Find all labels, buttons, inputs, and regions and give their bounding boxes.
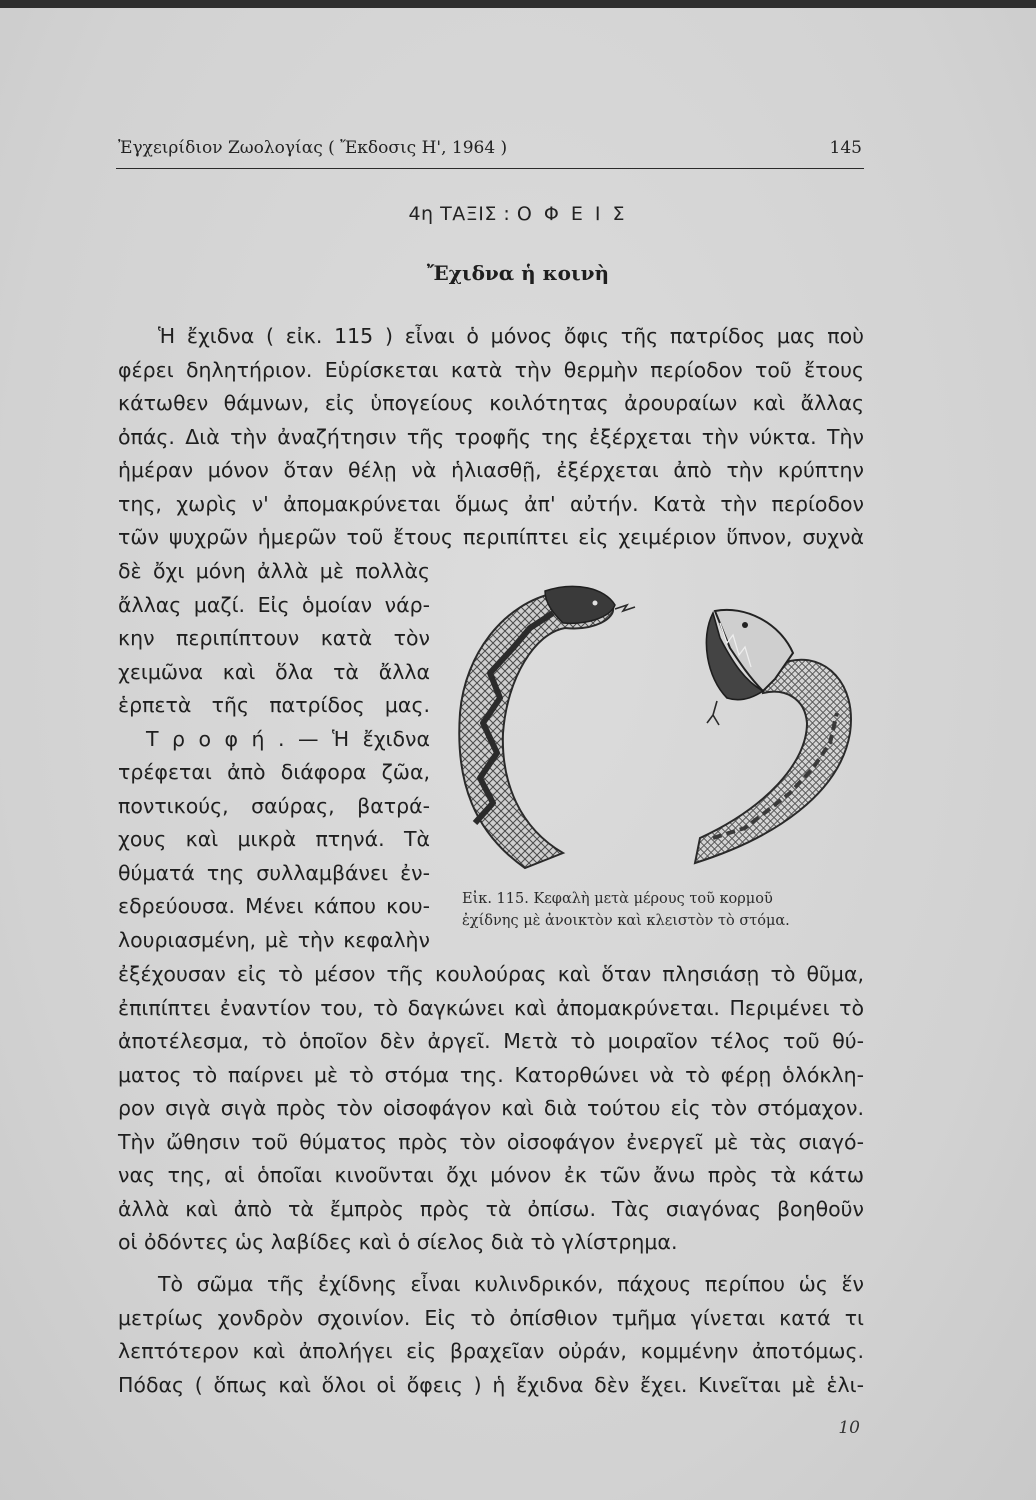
text-line: ἐξέχουσαν εἰς τὸ μέσον τῆς κουλούρας καὶ ὅταν πλησιάσῃ τὸ θῦμα, xyxy=(118,962,864,986)
text-line: ἄλλας μαζί. Εἰς ὁμοίαν νάρ- xyxy=(118,592,430,617)
order-name: Ο Φ Ε Ι Σ xyxy=(516,203,628,225)
text-line: ὀπάς. Διὰ τὴν ἀναζήτησιν τῆς τροφῆς της ἐξέρχεται τὴν νύκτα. Τὴν xyxy=(118,424,864,449)
viper-illustration xyxy=(445,583,865,878)
text-line: λουριασμένη, μὲ τὴν κεφαλὴν xyxy=(118,927,430,952)
running-header xyxy=(118,136,864,164)
text-line: κην περιπίπτουν κατὰ τὸν xyxy=(118,626,430,650)
page-number: 145 xyxy=(829,138,862,158)
paragraph-food xyxy=(118,958,864,1260)
paragraph-narrow xyxy=(118,555,430,957)
paragraph-body xyxy=(118,1268,864,1402)
text-line: Τ ρ ο φ ή . — Ἡ ἔχιδνα xyxy=(146,726,430,751)
paragraph-intro xyxy=(118,320,864,555)
order-label: 4η ΤΑΞΙΣ : xyxy=(408,203,511,225)
text-line: φέρει δηλητήριον. Εὑρίσκεται κατὰ τὴν θερμὴν περίοδον τοῦ ἔτους xyxy=(118,357,864,382)
text-line: Πόδας ( ὅπως καὶ ὅλοι οἱ ὄφεις ) ἡ ἔχιδνα δὲν ἔχει. Κινεῖται μὲ ἑλι- xyxy=(118,1372,864,1397)
text-line: χους καὶ μικρὰ πτηνά. Τὰ xyxy=(118,827,430,851)
figure-caption xyxy=(462,888,872,932)
text-line: ἀλλὰ καὶ ἀπὸ τὰ ἔμπρὸς πρὸς τὰ ὀπίσω. Τὰς σιαγόνας βοηθοῦν xyxy=(118,1196,864,1221)
snake-open-mouth xyxy=(695,610,851,863)
text-line: ρον σιγὰ σιγὰ πρὸς τὸν οἰσοφάγον καὶ διὰ τούτου εἰς τὸν στόμαχον. xyxy=(118,1096,864,1120)
text-line: θύματά της συλλαμβάνει ἐν- xyxy=(118,860,430,885)
text-line: μετρίως χονδρὸν σχοινίον. Εἰς τὸ ὀπίσθιον τμῆμα γίνεται κατά τι xyxy=(118,1305,864,1330)
text-line: χειμῶνα καὶ ὅλα τὰ ἄλλα xyxy=(118,659,430,684)
text-line: Τὴν ὤθησιν τοῦ θύματος πρὸς τὸν οἰσοφάγον ἐνεργεῖ μὲ τὰς σιαγό- xyxy=(118,1129,864,1154)
text-line: δὲ ὄχι μόνη ἀλλὰ μὲ πολλὰς xyxy=(118,559,430,583)
text-line: της, χωρὶς ν' ἀπομακρύνεται ὅμως ἀπ' αὐτήν. Κατὰ τὴν περίοδον xyxy=(118,491,864,516)
text-line: τρέφεται ἀπὸ διάφορα ζῶα, xyxy=(118,760,430,784)
viper-drawing xyxy=(445,583,865,878)
text-line: ἀποτέλεσμα, τὸ ὁποῖον δὲν ἀργεῖ. Μετὰ τὸ μοιραῖον τέλος τοῦ θύ- xyxy=(118,1029,864,1053)
text-line: Τὸ σῶμα τῆς ἐχίδνης εἶναι κυλινδρικόν, πάχους περίπου ὡς ἕν xyxy=(158,1272,864,1296)
text-line: Ἡ ἔχιδνα ( εἰκ. 115 ) εἶναι ὁ μόνος ὄφις τῆς πατρίδος μας ποὺ xyxy=(158,324,864,348)
book-page xyxy=(0,8,1036,1500)
text-line: ἐπιπίπτει ἐναντίον του, τὸ δαγκώνει καὶ ἀπομακρύνεται. Περιμένει τὸ xyxy=(118,995,864,1020)
snake-closed-mouth xyxy=(459,586,635,868)
text-line: λεπτότερον καὶ ἀπολήγει εἰς βραχεῖαν οὐράν, κομμένην ἀποτόμως. xyxy=(118,1339,864,1363)
species-title: Ἔχιδνα ἡ κοινὴ xyxy=(426,261,610,285)
header-rule xyxy=(116,168,864,169)
text-line: ποντικούς, σαύρας, βατρά- xyxy=(118,793,430,818)
text-line: ἑρπετὰ τῆς πατρίδος μας. xyxy=(118,693,430,717)
text-line: εδρεύουσα. Μένει κάπου κου- xyxy=(118,894,430,918)
signature-mark: 10 xyxy=(838,1418,860,1438)
section-heading xyxy=(0,203,1036,225)
text-line: νας της, αἱ ὁποῖαι κινοῦνται ὄχι μόνον ἐκ τῶν ἄνω πρὸς τὰ κάτω xyxy=(118,1163,864,1187)
text-line: κάτωθεν θάμνων, εἰς ὑπογείους κοιλότητας ἀρουραίων καὶ ἄλλας xyxy=(118,391,864,415)
caption-line: ἐχίδνης μὲ ἀνοικτὸν καὶ κλειστὸν τὸ στόμα. xyxy=(462,913,790,929)
caption-line: Εἰκ. 115. Κεφαλὴ μετὰ μέρους τοῦ κορμοῦ xyxy=(462,891,773,907)
header-title: Ἐγχειρίδιον Ζωολογίας ( Ἔκδοσις Η', 1964 ) xyxy=(118,138,508,158)
text-line: ἡμέραν μόνον ὅταν θέλῃ νὰ ἡλιασθῇ, ἐξέρχεται ἀπὸ τὴν κρύπτην xyxy=(118,458,864,482)
text-line: ματος τὸ παίρνει μὲ τὸ στόμα της. Κατορθώνει νὰ τὸ φέρῃ ὁλόκλη- xyxy=(118,1062,864,1087)
text-line: τῶν ψυχρῶν ἡμερῶν τοῦ ἔτους περιπίπτει εἰς χειμέριον ὕπνον, συχνὰ xyxy=(118,525,864,549)
text-line: οἱ ὀδόντες ὡς λαβίδες καὶ ὁ σίελος διὰ τὸ γλίστρημα. xyxy=(118,1230,678,1254)
